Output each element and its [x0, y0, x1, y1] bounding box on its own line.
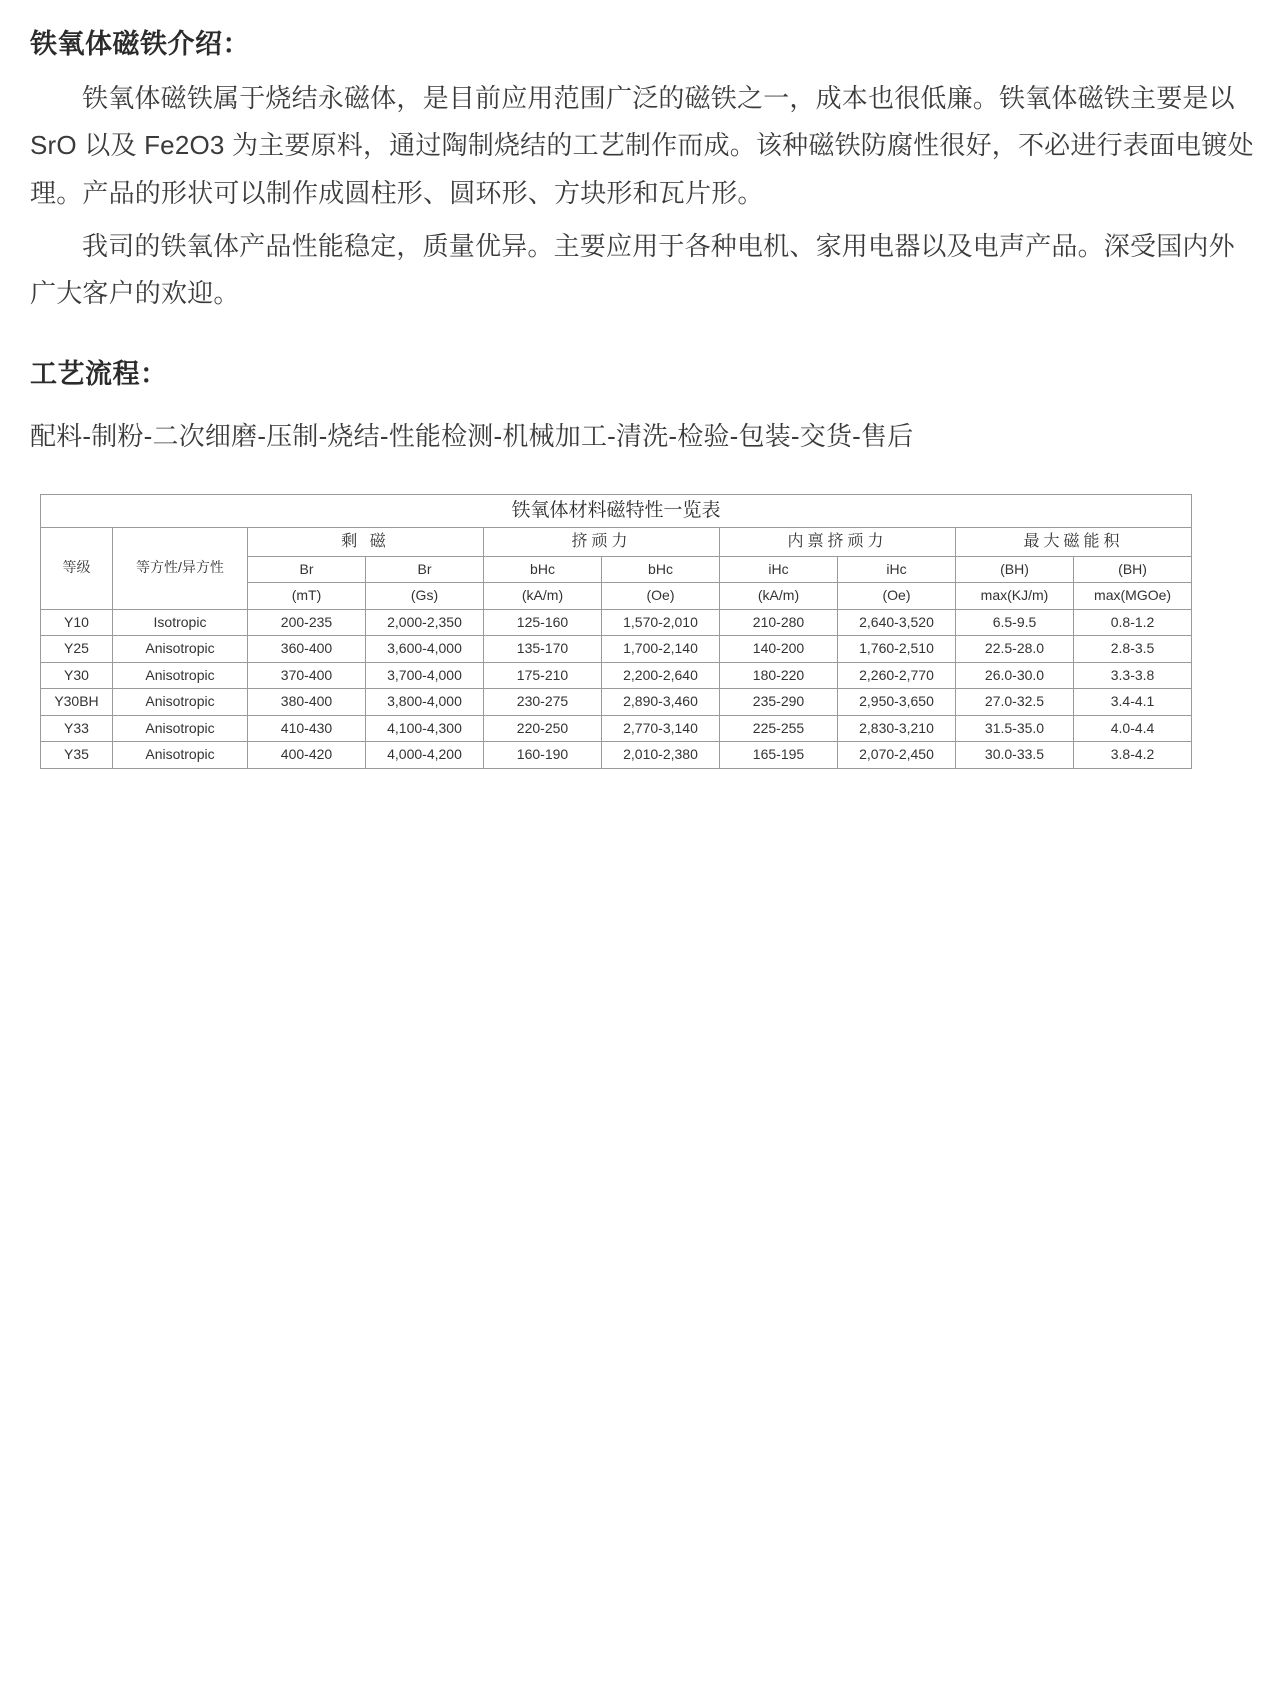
- cell-bhc-kam: 175-210: [484, 662, 602, 689]
- subheader-ihc-kam: iHc: [720, 556, 838, 583]
- header-intrinsic-coercivity: 内禀挤顽力: [720, 527, 956, 556]
- table-row: [41, 636, 1192, 663]
- cell-bh-mgoe: 0.8-1.2: [1074, 609, 1192, 636]
- unit-bhc-oe: (Oe): [602, 583, 720, 610]
- unit-ihc-oe: (Oe): [838, 583, 956, 610]
- subheader-bh-kj: (BH): [956, 556, 1074, 583]
- subheader-bh-mgoe: (BH): [1074, 556, 1192, 583]
- cell-ihc-kam: 140-200: [720, 636, 838, 663]
- cell-bh-kj: 22.5-28.0: [956, 636, 1074, 663]
- table-title-row: [41, 494, 1192, 527]
- cell-bhc-oe: 2,890-3,460: [602, 689, 720, 716]
- table-row: [41, 609, 1192, 636]
- cell-isotropy: Isotropic: [113, 609, 248, 636]
- cell-isotropy: Anisotropic: [113, 662, 248, 689]
- cell-bhc-oe: 2,010-2,380: [602, 742, 720, 769]
- cell-ihc-oe: 2,260-2,770: [838, 662, 956, 689]
- cell-bh-mgoe: 2.8-3.5: [1074, 636, 1192, 663]
- cell-br-gs: 4,100-4,300: [366, 715, 484, 742]
- cell-isotropy: Anisotropic: [113, 636, 248, 663]
- unit-bh-kj: max(KJ/m): [956, 583, 1074, 610]
- cell-bhc-oe: 1,700-2,140: [602, 636, 720, 663]
- intro-paragraph-2: 我司的铁氧体产品性能稳定，质量优异。主要应用于各种电机、家用电器以及电声产品。深受国内外广大客户的欢迎。: [30, 230, 1235, 309]
- table-row: [41, 715, 1192, 742]
- table-group-header-row: [41, 527, 1192, 556]
- table-row: [41, 742, 1192, 769]
- cell-grade: Y35: [41, 742, 113, 769]
- cell-grade: Y33: [41, 715, 113, 742]
- cell-ihc-oe: 1,760-2,510: [838, 636, 956, 663]
- unit-ihc-kam: (kA/m): [720, 583, 838, 610]
- cell-bh-kj: 26.0-30.0: [956, 662, 1074, 689]
- cell-isotropy: Anisotropic: [113, 715, 248, 742]
- cell-bhc-oe: 2,770-3,140: [602, 715, 720, 742]
- cell-ihc-kam: 235-290: [720, 689, 838, 716]
- cell-grade: Y25: [41, 636, 113, 663]
- header-isotropy: 等方性/异方性: [113, 527, 248, 609]
- cell-bh-mgoe: 3.8-4.2: [1074, 742, 1192, 769]
- cell-br-mt: 400-420: [248, 742, 366, 769]
- header-remanence: 剩 磁: [248, 527, 484, 556]
- cell-br-mt: 410-430: [248, 715, 366, 742]
- table-row: [41, 689, 1192, 716]
- cell-ihc-kam: 180-220: [720, 662, 838, 689]
- unit-br-gs: (Gs): [366, 583, 484, 610]
- unit-bh-mgoe: max(MGOe): [1074, 583, 1192, 610]
- cell-bhc-oe: 1,570-2,010: [602, 609, 720, 636]
- cell-bh-mgoe: 3.3-3.8: [1074, 662, 1192, 689]
- cell-br-gs: 3,800-4,000: [366, 689, 484, 716]
- cell-ihc-oe: 2,640-3,520: [838, 609, 956, 636]
- cell-isotropy: Anisotropic: [113, 689, 248, 716]
- process-text: 配料-制粉-二次细磨-压制-烧结-性能检测-机械加工-清洗-检验-包装-交货-售后: [30, 420, 914, 451]
- cell-br-mt: 370-400: [248, 662, 366, 689]
- cell-br-mt: 200-235: [248, 609, 366, 636]
- cell-bhc-kam: 220-250: [484, 715, 602, 742]
- subheader-br-mt: Br: [248, 556, 366, 583]
- cell-bhc-kam: 160-190: [484, 742, 602, 769]
- subheader-bhc-kam: bHc: [484, 556, 602, 583]
- cell-bh-kj: 30.0-33.5: [956, 742, 1074, 769]
- process-heading: 工艺流程：: [30, 358, 168, 389]
- intro-heading: 铁氧体磁铁介绍：: [30, 29, 250, 59]
- cell-grade: Y10: [41, 609, 113, 636]
- cell-bh-kj: 27.0-32.5: [956, 689, 1074, 716]
- cell-br-gs: 3,600-4,000: [366, 636, 484, 663]
- header-bhmax: 最大磁能积: [956, 527, 1192, 556]
- cell-grade: Y30: [41, 662, 113, 689]
- table-row: [41, 662, 1192, 689]
- table-title: 铁氧体材料磁特性一览表: [41, 494, 1192, 527]
- spec-table-wrapper: [30, 494, 1257, 769]
- cell-br-gs: 2,000-2,350: [366, 609, 484, 636]
- cell-bh-mgoe: 3.4-4.1: [1074, 689, 1192, 716]
- cell-br-mt: 360-400: [248, 636, 366, 663]
- cell-grade: Y30BH: [41, 689, 113, 716]
- cell-br-gs: 3,700-4,000: [366, 662, 484, 689]
- intro-paragraph-1: 铁氧体磁铁属于烧结永磁体，是目前应用范围广泛的磁铁之一，成本也很低廉。铁氧体磁铁主要是以 SrO 以及 Fe2O3 为主要原料，通过陶制烧结的工艺制作而成。该种磁铁防腐性很好，不必进行表面电镀处理。产品的形状可以制作成圆柱形、圆环形、方块形和瓦片形。: [30, 83, 1254, 208]
- cell-ihc-kam: 210-280: [720, 609, 838, 636]
- ferrite-spec-table: [40, 494, 1192, 769]
- cell-ihc-oe: 2,830-3,210: [838, 715, 956, 742]
- cell-bhc-kam: 135-170: [484, 636, 602, 663]
- cell-bhc-kam: 125-160: [484, 609, 602, 636]
- document-page: [0, 0, 1287, 769]
- cell-br-mt: 380-400: [248, 689, 366, 716]
- cell-bh-mgoe: 4.0-4.4: [1074, 715, 1192, 742]
- cell-isotropy: Anisotropic: [113, 742, 248, 769]
- cell-bh-kj: 31.5-35.0: [956, 715, 1074, 742]
- subheader-bhc-oe: bHc: [602, 556, 720, 583]
- cell-ihc-oe: 2,070-2,450: [838, 742, 956, 769]
- unit-br-mt: (mT): [248, 583, 366, 610]
- subheader-br-gs: Br: [366, 556, 484, 583]
- header-grade: 等级: [41, 527, 113, 609]
- cell-bhc-kam: 230-275: [484, 689, 602, 716]
- unit-bhc-kam: (kA/m): [484, 583, 602, 610]
- cell-br-gs: 4,000-4,200: [366, 742, 484, 769]
- cell-ihc-oe: 2,950-3,650: [838, 689, 956, 716]
- header-coercivity: 挤顽力: [484, 527, 720, 556]
- cell-bhc-oe: 2,200-2,640: [602, 662, 720, 689]
- cell-ihc-kam: 225-255: [720, 715, 838, 742]
- cell-bh-kj: 6.5-9.5: [956, 609, 1074, 636]
- subheader-ihc-oe: iHc: [838, 556, 956, 583]
- cell-ihc-kam: 165-195: [720, 742, 838, 769]
